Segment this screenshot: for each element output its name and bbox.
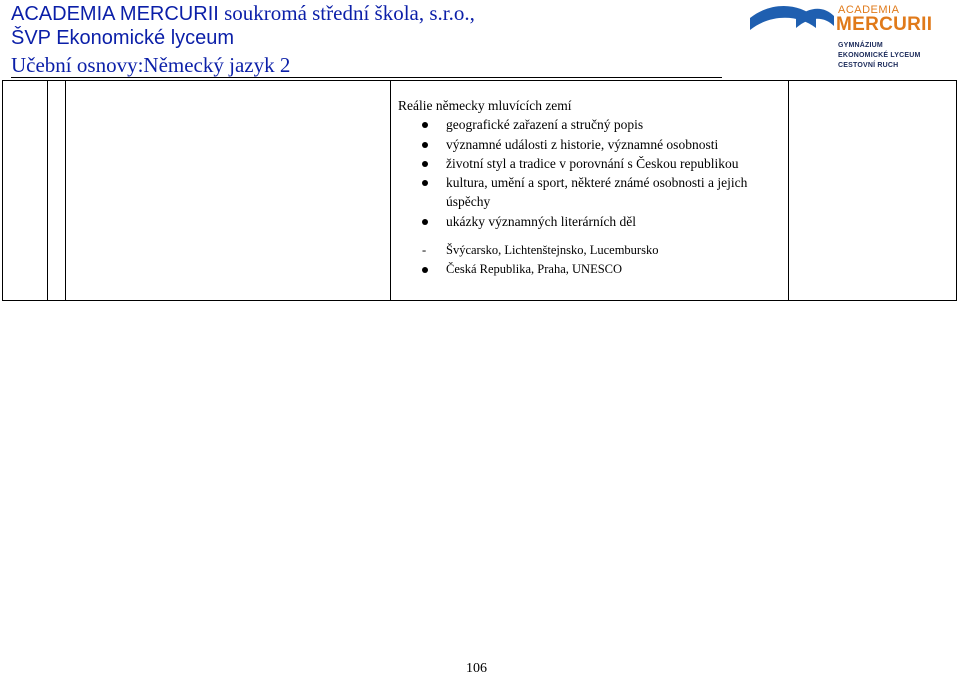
dash-marker: - <box>422 243 427 258</box>
bullet-icon <box>422 219 428 225</box>
header-curriculum: Učební osnovy:Německý jazyk 2 <box>11 53 291 77</box>
countries-list <box>398 241 783 279</box>
list-item: významné události z historie, významné osobnosti <box>398 135 783 154</box>
header-underline <box>11 77 722 78</box>
bullet-icon <box>422 180 428 186</box>
logo-sub-gymnazium: GYMNÁZIUM <box>838 42 883 49</box>
bullet-icon <box>422 122 428 128</box>
header-school-type: soukromá střední škola, s.r.o., <box>224 1 475 25</box>
logo-academia-text: ACADEMIA <box>838 4 900 16</box>
table-cell-content <box>398 96 783 292</box>
page-number: 106 <box>466 661 487 676</box>
bullet-icon <box>422 142 428 148</box>
bullet-icon <box>422 267 428 273</box>
list-item: geografické zařazení a stručný popis <box>398 115 783 134</box>
list-item: Česká Republika, Praha, UNESCO <box>398 260 783 279</box>
bullet-icon <box>422 161 428 167</box>
list-item: kultura, umění a sport, některé známé osobnosti a jejich úspěchy <box>398 173 783 212</box>
topic-list <box>398 115 783 231</box>
logo-sub-cestovni: CESTOVNÍ RUCH <box>838 62 899 69</box>
list-item: životní styl a tradice v porovnání s Českou republikou <box>398 154 783 173</box>
table-column-divider <box>788 80 789 301</box>
logo-mercurii-text: MERCURII <box>836 14 933 35</box>
list-item: - Švýcarsko, Lichtenštejnsko, Lucembursko <box>398 241 783 260</box>
table-column-divider <box>65 80 66 301</box>
section-title: Reálie německy mluvících zemí <box>398 98 572 113</box>
table-column-divider <box>390 80 391 301</box>
logo-sub-lyceum: EKONOMICKÉ LYCEUM <box>838 52 921 59</box>
table-column-divider <box>47 80 48 301</box>
header-program: ŠVP Ekonomické lyceum <box>11 27 235 49</box>
header-academia-mercurii: ACADEMIA MERCURII <box>11 3 219 25</box>
header-school-name <box>11 0 475 27</box>
list-item: ukázky významných literárních děl <box>398 212 783 231</box>
